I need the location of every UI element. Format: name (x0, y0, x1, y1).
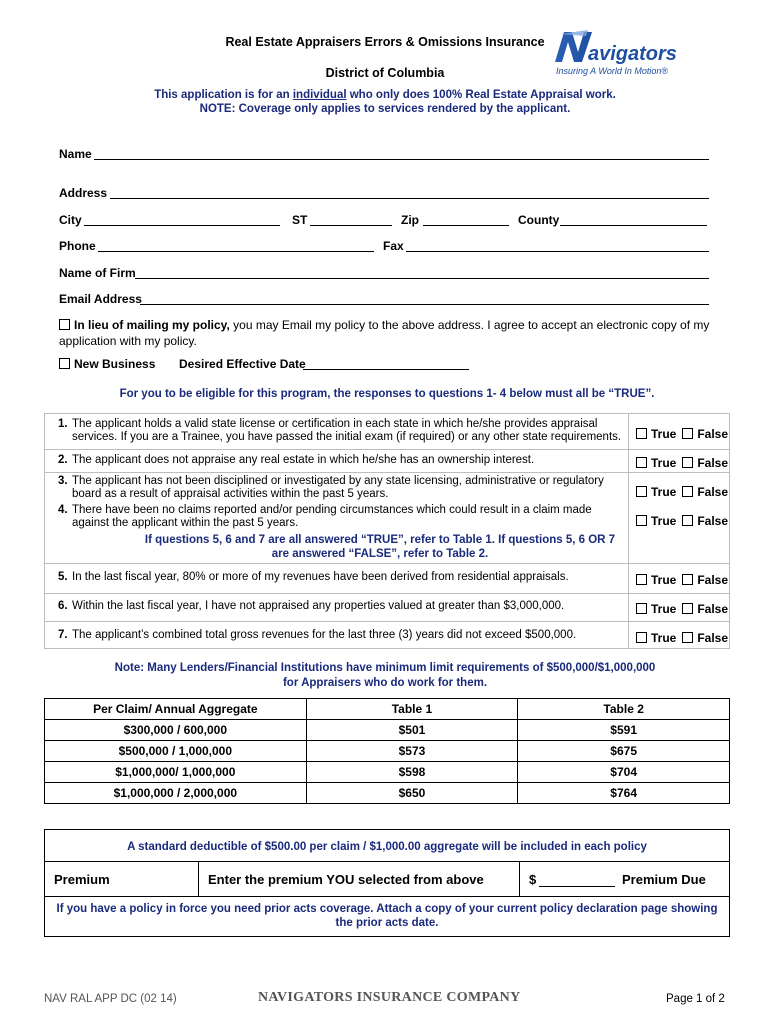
row-divider (44, 449, 730, 450)
question-3: 3. The applicant has not been disciplined or investigated by any state licensing, administrative or regulatory board as a result of appraisal activities within the past 5 years. (58, 475, 604, 500)
limits-note: Note: Many Lenders/Financial Institutions have minimum limit requirements of $500,000/$1,000,000 for Appraisers who do work for them. (114, 662, 656, 689)
form-title: Real Estate Appraisers Errors & Omissions Insurance (225, 35, 545, 49)
firm-field[interactable] (135, 278, 709, 279)
intro-note-2: NOTE: Coverage only applies to services rendered by the applicant. (199, 103, 571, 115)
row-divider (44, 621, 730, 622)
intro-note-1: This application is for an individual who only does 100% Real Estate Appraisal work. (154, 89, 616, 101)
city-label: City (59, 213, 82, 227)
navigators-logo (552, 28, 692, 80)
q4-true-checkbox[interactable] (636, 515, 647, 526)
city-field[interactable] (84, 225, 280, 226)
premium-row (44, 861, 730, 897)
name-field[interactable] (94, 159, 709, 160)
table-cell: $500,000 / 1,000,000 (45, 741, 307, 762)
company-name: NAVIGATORS INSURANCE COMPANY (258, 990, 521, 1005)
row-divider (44, 593, 730, 594)
name-label: Name (59, 147, 92, 161)
q4-true-false: True False (636, 514, 728, 528)
table-header: Table 1 (306, 699, 518, 720)
q7-true-checkbox[interactable] (636, 632, 647, 643)
email-policy-checkbox[interactable] (59, 319, 70, 330)
table-row (45, 762, 730, 783)
q6-true-checkbox[interactable] (636, 603, 647, 614)
table-header: Table 2 (518, 699, 730, 720)
table-cell: $598 (306, 762, 518, 783)
table-header-row (45, 699, 730, 720)
fax-field[interactable] (406, 251, 709, 252)
new-business-checkbox[interactable] (59, 358, 70, 369)
row-divider (44, 563, 730, 564)
fax-label: Fax (383, 239, 404, 253)
table-cell: $650 (306, 783, 518, 804)
question-7: 7. The applicant’s combined total gross revenues for the last three (3) years did not exceed $500,000. (58, 629, 577, 641)
email-field[interactable] (140, 304, 709, 305)
table-row (45, 783, 730, 804)
svg-text:avigators: avigators (588, 43, 677, 65)
table-cell: $591 (518, 720, 730, 741)
q6-false-checkbox[interactable] (682, 603, 693, 614)
phone-label: Phone (59, 239, 96, 253)
address-field[interactable] (110, 198, 709, 199)
address-label: Address (59, 186, 108, 200)
row-divider (44, 472, 730, 473)
st-label: ST (292, 213, 308, 227)
table-cell: $675 (518, 741, 730, 762)
table-header: Per Claim/ Annual Aggregate (45, 699, 307, 720)
table-cell: $300,000 / 600,000 (45, 720, 307, 741)
q1-true-false: True False (636, 427, 728, 441)
rates-table (44, 698, 730, 804)
question-6: 6. Within the last fiscal year, I have not appraised any properties valued at greater than $3,000,000. (58, 600, 565, 612)
zip-field[interactable] (423, 225, 509, 226)
email-option: In lieu of mailing my policy, you may Email my policy to the above address. I agree to accept an electronic copy of my application with my policy. (59, 318, 710, 348)
new-business-option: New Business (59, 357, 155, 371)
question-1: 1. The applicant holds a valid state license or certification in each state in which he/she provides appraisal services. If you are a Trainee, you have passed the initial exam (if required) or any other state requirements. (58, 418, 622, 443)
premium-label: Premium (54, 872, 110, 887)
question-2: 2. The applicant does not appraise any real estate in which he/she has an ownership interest. (58, 454, 535, 466)
firm-label: Name of Firm (59, 266, 136, 280)
q7-true-false: True False (636, 631, 728, 645)
q1-false-checkbox[interactable] (682, 428, 693, 439)
st-field[interactable] (310, 225, 392, 226)
q3-false-checkbox[interactable] (682, 486, 693, 497)
deductible-note: A standard deductible of $500.00 per claim / $1,000.00 aggregate will be included in each policy (127, 841, 647, 853)
question-5: 5. In the last fiscal year, 80% or more of my revenues have been derived from residential appraisals. (58, 571, 569, 583)
q5-true-checkbox[interactable] (636, 574, 647, 585)
table-selection-note: If questions 5, 6 and 7 are all answered “TRUE”, refer to Table 1. If questions 5, 6 OR 7 are answered “FALSE”, refer to Table 2. (144, 534, 616, 560)
premium-due-label: Premium Due (622, 872, 706, 887)
table-cell: $704 (518, 762, 730, 783)
q4-false-checkbox[interactable] (682, 515, 693, 526)
county-field[interactable] (560, 225, 707, 226)
q1-true-checkbox[interactable] (636, 428, 647, 439)
q5-false-checkbox[interactable] (682, 574, 693, 585)
premium-amount-field[interactable] (539, 886, 615, 887)
email-label: Email Address (59, 292, 142, 306)
table-cell: $764 (518, 783, 730, 804)
table-cell: $1,000,000 / 2,000,000 (45, 783, 307, 804)
form-code: NAV RAL APP DC (02 14) (44, 993, 177, 1005)
table-cell: $501 (306, 720, 518, 741)
q7-false-checkbox[interactable] (682, 632, 693, 643)
phone-field[interactable] (98, 251, 374, 252)
zip-label: Zip (401, 213, 419, 227)
form-subtitle: District of Columbia (325, 66, 445, 80)
table-cell: $1,000,000/ 1,000,000 (45, 762, 307, 783)
page-number: Page 1 of 2 (666, 993, 725, 1005)
cell-divider (519, 862, 520, 896)
table-cell: $573 (306, 741, 518, 762)
effective-date-field[interactable] (303, 369, 469, 370)
table-row (45, 720, 730, 741)
table-row (45, 741, 730, 762)
prior-acts-box (44, 896, 730, 937)
q2-true-checkbox[interactable] (636, 457, 647, 468)
q3-true-checkbox[interactable] (636, 486, 647, 497)
question-4: 4. There have been no claims reported and/or pending circumstances which could result in a claim made against the applicant within the past 5 years. (58, 504, 592, 529)
effective-date-label: Desired Effective Date (179, 357, 306, 371)
logo-tagline: Insuring A World In Motion® (556, 66, 669, 76)
q5-true-false: True False (636, 573, 728, 587)
deductible-box (44, 829, 730, 862)
prior-acts-note: If you have a policy in force you need prior acts coverage. Attach a copy of your current policy declaration page showing the prior acts date. (56, 903, 718, 929)
q3-true-false: True False (636, 485, 728, 499)
cell-divider (198, 862, 199, 896)
dollar-sign: $ (529, 872, 537, 887)
q2-false-checkbox[interactable] (682, 457, 693, 468)
eligibility-note: For you to be eligible for this program, the responses to questions 1- 4 below must all be “TRUE”. (119, 388, 655, 400)
navigators-logo-icon (552, 28, 692, 68)
q6-true-false: True False (636, 602, 728, 616)
q2-true-false: True False (636, 456, 728, 470)
enter-premium-label: Enter the premium YOU selected from above (208, 872, 484, 887)
county-label: County (518, 213, 560, 227)
